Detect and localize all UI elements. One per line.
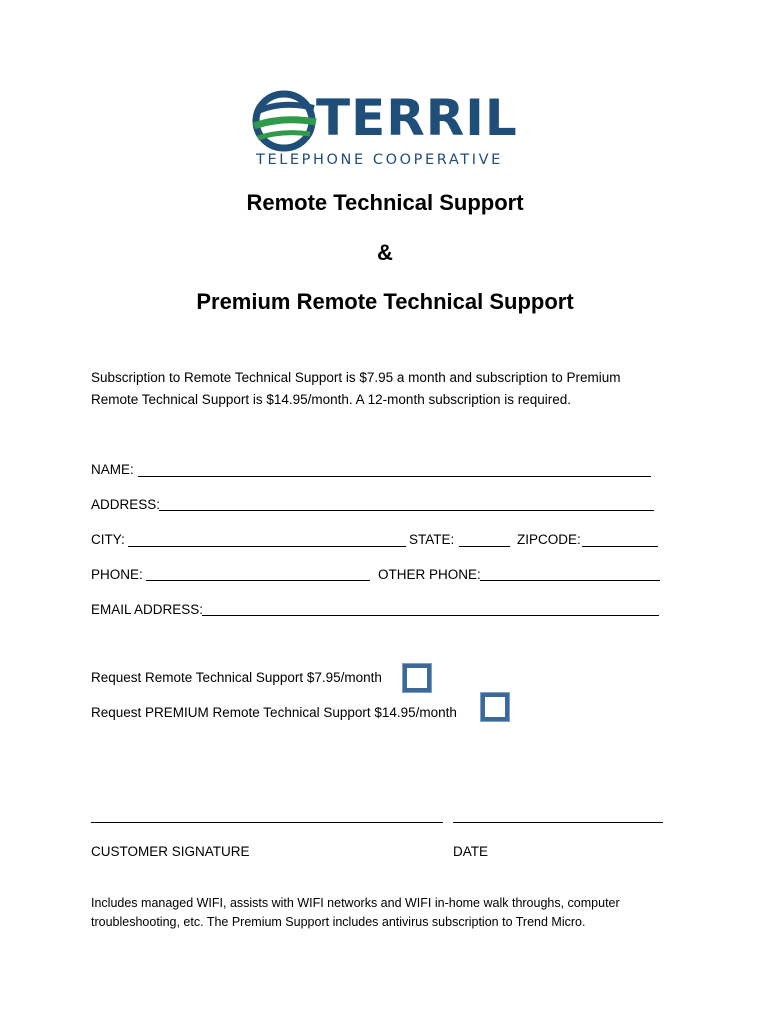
zipcode-field[interactable] <box>582 546 658 547</box>
email-label: EMAIL ADDRESS: <box>91 602 204 617</box>
customer-signature-label: CUSTOMER SIGNATURE <box>91 844 250 859</box>
name-field[interactable] <box>138 476 651 477</box>
premium-support-checkbox[interactable] <box>481 693 509 721</box>
address-label: ADDRESS: <box>91 497 161 512</box>
name-label: NAME: <box>91 462 134 477</box>
globe-swoosh-icon <box>252 90 318 152</box>
city-label: CITY: <box>91 532 125 547</box>
logo-tagline: TELEPHONE COOPERATIVE <box>256 152 503 168</box>
footer-line-1: Includes managed WIFI, assists with WIFI networks and WIFI in-home walk throughs, computer <box>91 896 620 910</box>
standard-support-label: Request Remote Technical Support $7.95/month <box>91 670 382 685</box>
standard-support-checkbox[interactable] <box>403 664 431 692</box>
phone-field[interactable] <box>146 580 370 581</box>
footer-note <box>91 894 651 932</box>
date-label: DATE <box>453 844 489 859</box>
city-field[interactable] <box>128 546 406 547</box>
document-title: Remote Technical Support <box>246 190 524 215</box>
email-field[interactable] <box>202 615 659 616</box>
address-field[interactable] <box>159 510 654 511</box>
other-phone-label: OTHER PHONE: <box>378 567 481 582</box>
state-label: STATE: <box>409 532 455 547</box>
footer-line-2: troubleshooting, etc. The Premium Support includes antivirus subscription to Trend Micro. <box>91 915 586 929</box>
title-ampersand: & <box>377 240 393 265</box>
intro-paragraph <box>91 367 651 411</box>
other-phone-field[interactable] <box>480 580 660 581</box>
date-field[interactable] <box>453 822 663 823</box>
terril-logo <box>252 88 522 176</box>
premium-support-label: Request PREMIUM Remote Technical Support $14.95/month <box>91 705 457 720</box>
phone-label: PHONE: <box>91 567 143 582</box>
zipcode-label: ZIPCODE: <box>517 532 581 547</box>
logo-wordmark: TERRIL <box>316 89 518 147</box>
document-subtitle: Premium Remote Technical Support <box>196 289 574 314</box>
intro-line-1: Subscription to Remote Technical Support is $7.95 a month and subscription to Premium <box>91 370 621 385</box>
intro-line-2: Remote Technical Support is $14.95/month. A 12-month subscription is required. <box>91 392 572 407</box>
state-field[interactable] <box>459 546 510 547</box>
customer-signature-field[interactable] <box>91 822 443 823</box>
